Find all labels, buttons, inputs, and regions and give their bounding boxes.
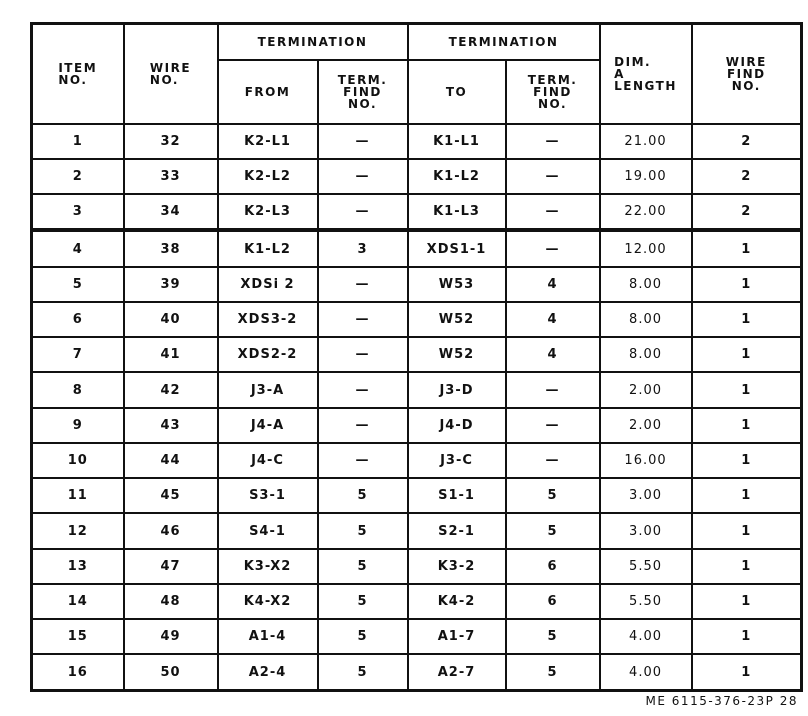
- wire-no-cell: 44: [124, 443, 218, 478]
- wire-no-cell: 49: [124, 619, 218, 654]
- from-find-no-cell: —: [318, 302, 408, 337]
- to-cell: K1-L1: [408, 124, 506, 159]
- from-cell: K2-L2: [218, 159, 318, 194]
- item-no-cell: 1: [32, 124, 124, 159]
- to-find-no-cell: 6: [506, 584, 600, 619]
- from-cell: A1-4: [218, 619, 318, 654]
- header-from: FROM: [218, 60, 318, 124]
- from-find-no-cell: 5: [318, 619, 408, 654]
- header-termination-to-group: TERMINATION: [408, 24, 600, 60]
- from-find-no-cell: —: [318, 194, 408, 230]
- wire-no-cell: 41: [124, 337, 218, 372]
- to-cell: XDS1-1: [408, 230, 506, 266]
- to-find-no-cell: —: [506, 230, 600, 266]
- length-cell: 2.00: [600, 372, 692, 407]
- from-cell: XDSi 2: [218, 267, 318, 302]
- to-find-no-cell: 6: [506, 549, 600, 584]
- wire-find-no-cell: 2: [692, 159, 802, 194]
- table-row: [32, 267, 802, 302]
- header-to-term-find-no: TERM. FIND NO.: [506, 60, 600, 124]
- table-row: [32, 619, 802, 654]
- from-find-no-cell: —: [318, 443, 408, 478]
- item-no-cell: 2: [32, 159, 124, 194]
- item-no-cell: 5: [32, 267, 124, 302]
- from-find-no-cell: —: [318, 124, 408, 159]
- item-no-cell: 14: [32, 584, 124, 619]
- to-find-no-cell: 5: [506, 513, 600, 548]
- length-cell: 2.00: [600, 408, 692, 443]
- header-from-term-find-no: TERM. FIND NO.: [318, 60, 408, 124]
- from-find-no-cell: —: [318, 372, 408, 407]
- length-cell: 8.00: [600, 337, 692, 372]
- wire-find-no-cell: 1: [692, 443, 802, 478]
- to-find-no-cell: 5: [506, 619, 600, 654]
- item-no-cell: 15: [32, 619, 124, 654]
- item-no-cell: 16: [32, 654, 124, 690]
- to-find-no-cell: 4: [506, 267, 600, 302]
- from-find-no-cell: 5: [318, 478, 408, 513]
- to-find-no-cell: —: [506, 408, 600, 443]
- from-cell: XDS2-2: [218, 337, 318, 372]
- table-row: [32, 478, 802, 513]
- to-cell: K1-L2: [408, 159, 506, 194]
- from-find-no-cell: —: [318, 159, 408, 194]
- from-cell: K4-X2: [218, 584, 318, 619]
- wire-no-cell: 39: [124, 267, 218, 302]
- to-cell: W53: [408, 267, 506, 302]
- to-cell: K4-2: [408, 584, 506, 619]
- length-cell: 21.00: [600, 124, 692, 159]
- wire-find-no-cell: 1: [692, 513, 802, 548]
- wire-no-cell: 50: [124, 654, 218, 690]
- wire-no-cell: 32: [124, 124, 218, 159]
- wire-no-cell: 47: [124, 549, 218, 584]
- length-cell: 3.00: [600, 513, 692, 548]
- wire-list-table: [30, 22, 803, 692]
- from-cell: XDS3-2: [218, 302, 318, 337]
- header-termination-from-group: TERMINATION: [218, 24, 408, 60]
- length-cell: 5.50: [600, 584, 692, 619]
- to-find-no-cell: 4: [506, 337, 600, 372]
- item-no-cell: 10: [32, 443, 124, 478]
- wire-no-cell: 42: [124, 372, 218, 407]
- length-cell: 22.00: [600, 194, 692, 230]
- table-row: [32, 372, 802, 407]
- from-cell: K2-L1: [218, 124, 318, 159]
- header-wire-find-no: WIRE FIND NO.: [692, 24, 802, 124]
- header-wire-no: WIRE NO.: [124, 24, 218, 124]
- length-cell: 5.50: [600, 549, 692, 584]
- item-no-cell: 6: [32, 302, 124, 337]
- from-find-no-cell: 5: [318, 513, 408, 548]
- to-find-no-cell: 5: [506, 654, 600, 690]
- wire-find-no-cell: 1: [692, 230, 802, 266]
- header-dim-length: DIM. A LENGTH: [600, 24, 692, 124]
- from-find-no-cell: —: [318, 337, 408, 372]
- length-cell: 12.00: [600, 230, 692, 266]
- item-no-cell: 4: [32, 230, 124, 266]
- header-to: TO: [408, 60, 506, 124]
- length-cell: 3.00: [600, 478, 692, 513]
- to-find-no-cell: —: [506, 372, 600, 407]
- to-cell: K3-2: [408, 549, 506, 584]
- item-no-cell: 11: [32, 478, 124, 513]
- length-cell: 4.00: [600, 654, 692, 690]
- table-row: [32, 549, 802, 584]
- to-cell: J3-D: [408, 372, 506, 407]
- table-row: [32, 230, 802, 266]
- length-cell: 19.00: [600, 159, 692, 194]
- wire-list-body: [32, 124, 802, 691]
- table-row: [32, 337, 802, 372]
- from-cell: J4-A: [218, 408, 318, 443]
- to-find-no-cell: —: [506, 124, 600, 159]
- wire-find-no-cell: 1: [692, 267, 802, 302]
- table-row: [32, 408, 802, 443]
- from-cell: J4-C: [218, 443, 318, 478]
- table-row: [32, 194, 802, 230]
- wire-find-no-cell: 1: [692, 302, 802, 337]
- wire-find-no-cell: 1: [692, 372, 802, 407]
- item-no-cell: 8: [32, 372, 124, 407]
- to-cell: A1-7: [408, 619, 506, 654]
- from-cell: K3-X2: [218, 549, 318, 584]
- item-no-cell: 9: [32, 408, 124, 443]
- item-no-cell: 3: [32, 194, 124, 230]
- from-find-no-cell: 3: [318, 230, 408, 266]
- wire-find-no-cell: 1: [692, 584, 802, 619]
- item-no-cell: 7: [32, 337, 124, 372]
- table-row: [32, 443, 802, 478]
- from-cell: K2-L3: [218, 194, 318, 230]
- wire-no-cell: 40: [124, 302, 218, 337]
- header-item-no: ITEM NO.: [32, 24, 124, 124]
- wire-no-cell: 38: [124, 230, 218, 266]
- from-cell: J3-A: [218, 372, 318, 407]
- wire-find-no-cell: 1: [692, 619, 802, 654]
- wire-no-cell: 43: [124, 408, 218, 443]
- from-cell: A2-4: [218, 654, 318, 690]
- from-find-no-cell: —: [318, 267, 408, 302]
- wire-find-no-cell: 1: [692, 549, 802, 584]
- to-find-no-cell: 5: [506, 478, 600, 513]
- to-cell: A2-7: [408, 654, 506, 690]
- wire-list-sheet: [30, 22, 800, 692]
- from-find-no-cell: 5: [318, 549, 408, 584]
- wire-find-no-cell: 1: [692, 408, 802, 443]
- to-cell: S1-1: [408, 478, 506, 513]
- from-find-no-cell: 5: [318, 584, 408, 619]
- to-cell: S2-1: [408, 513, 506, 548]
- table-row: [32, 302, 802, 337]
- length-cell: 16.00: [600, 443, 692, 478]
- from-cell: K1-L2: [218, 230, 318, 266]
- length-cell: 4.00: [600, 619, 692, 654]
- to-cell: W52: [408, 337, 506, 372]
- table-row: [32, 124, 802, 159]
- wire-find-no-cell: 1: [692, 654, 802, 690]
- length-cell: 8.00: [600, 302, 692, 337]
- table-row: [32, 513, 802, 548]
- to-find-no-cell: —: [506, 443, 600, 478]
- to-cell: K1-L3: [408, 194, 506, 230]
- from-find-no-cell: —: [318, 408, 408, 443]
- to-cell: W52: [408, 302, 506, 337]
- from-cell: S4-1: [218, 513, 318, 548]
- table-row: [32, 654, 802, 690]
- item-no-cell: 12: [32, 513, 124, 548]
- wire-no-cell: 45: [124, 478, 218, 513]
- from-cell: S3-1: [218, 478, 318, 513]
- wire-no-cell: 48: [124, 584, 218, 619]
- wire-find-no-cell: 1: [692, 337, 802, 372]
- from-find-no-cell: 5: [318, 654, 408, 690]
- to-cell: J4-D: [408, 408, 506, 443]
- wire-no-cell: 34: [124, 194, 218, 230]
- wire-find-no-cell: 2: [692, 194, 802, 230]
- table-row: [32, 584, 802, 619]
- to-find-no-cell: 4: [506, 302, 600, 337]
- table-row: [32, 159, 802, 194]
- figure-id: ME 6115-376-23P 28: [645, 694, 798, 708]
- item-no-cell: 13: [32, 549, 124, 584]
- wire-find-no-cell: 1: [692, 478, 802, 513]
- wire-find-no-cell: 2: [692, 124, 802, 159]
- to-find-no-cell: —: [506, 159, 600, 194]
- to-find-no-cell: —: [506, 194, 600, 230]
- length-cell: 8.00: [600, 267, 692, 302]
- to-cell: J3-C: [408, 443, 506, 478]
- wire-no-cell: 46: [124, 513, 218, 548]
- wire-no-cell: 33: [124, 159, 218, 194]
